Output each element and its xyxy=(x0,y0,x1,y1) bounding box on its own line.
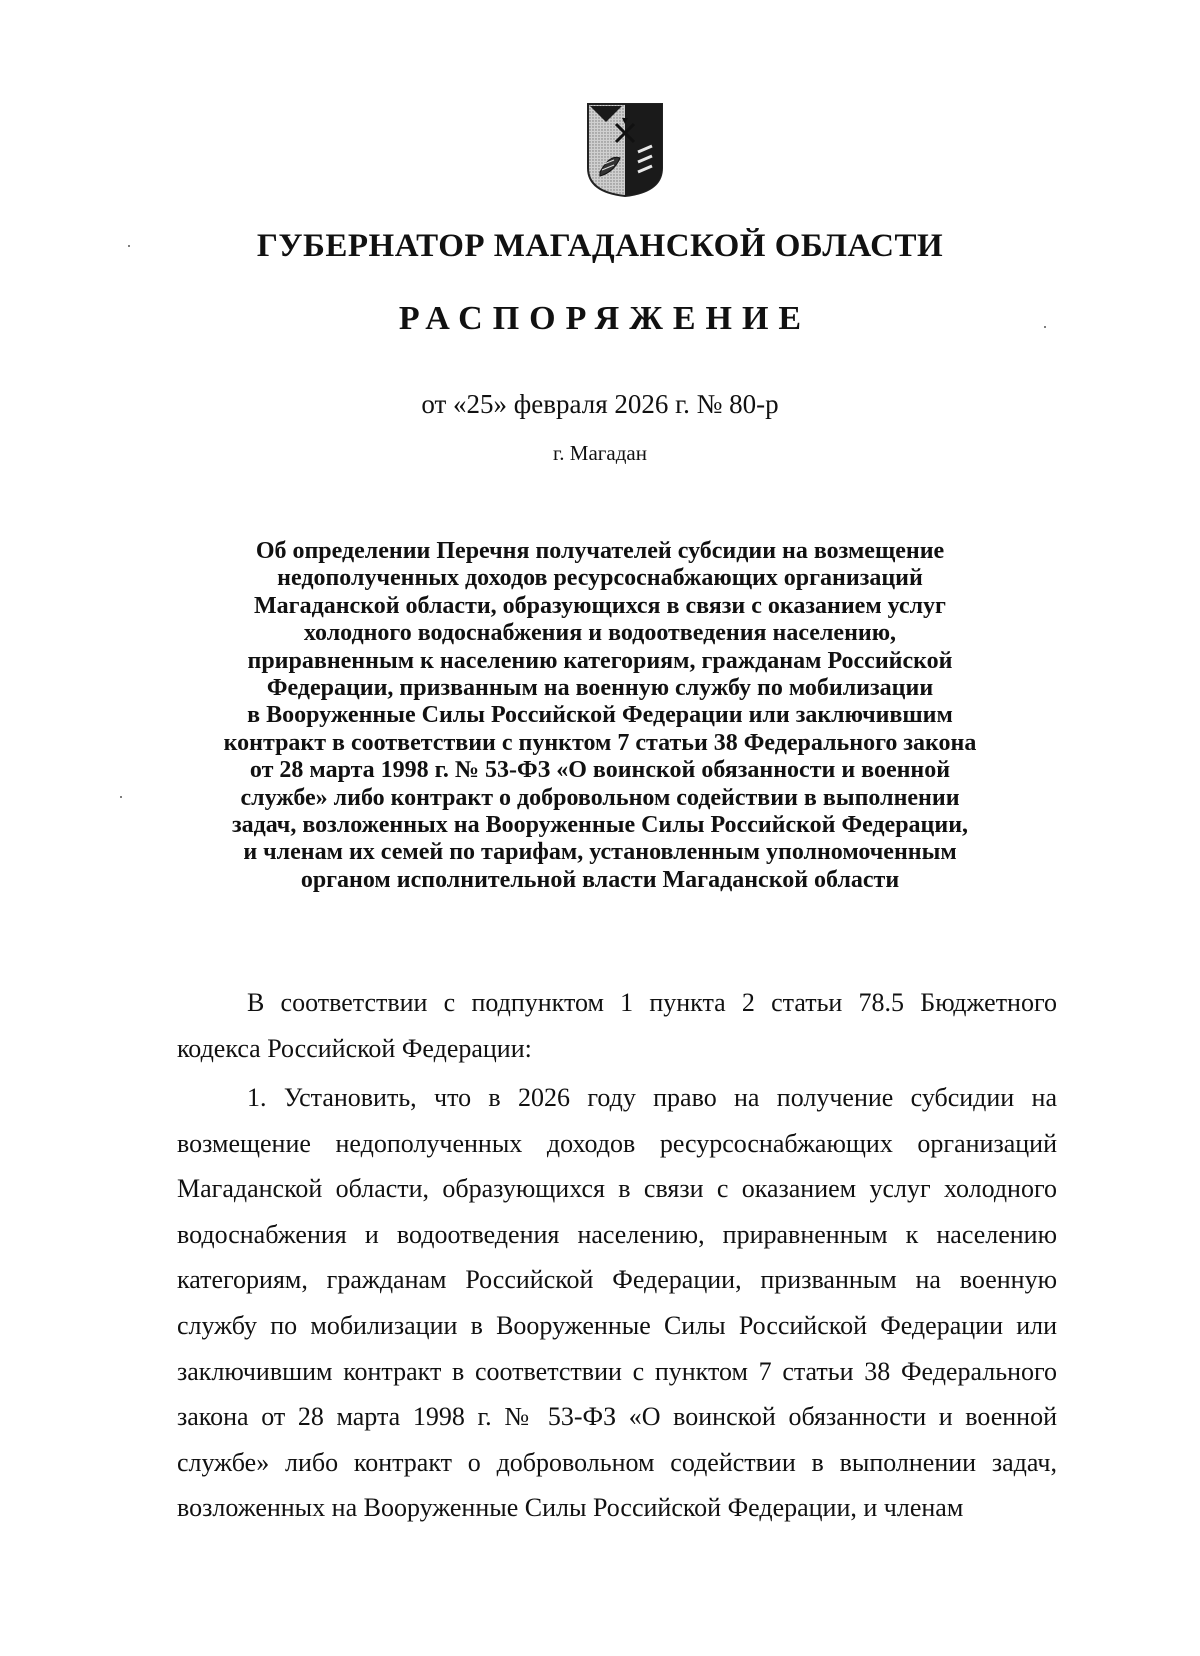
subject-line: и членам их семей по тарифам, установленным уполномоченным xyxy=(243,839,957,866)
subject-line: Об определении Перечня получателей субсидии на возмещение xyxy=(255,538,945,564)
coat-of-arms-icon xyxy=(586,102,664,198)
subject-line: холодного водоснабжения и водоотведения населению, xyxy=(303,620,897,647)
subject-line: службе» либо контракт о добровольном содействии в выполнении xyxy=(240,784,960,811)
subject-line: недополученных доходов ресурсоснабжающих организаций xyxy=(277,565,923,592)
subject-line: Магаданской области, образующихся в связи с оказанием услуг xyxy=(254,592,946,619)
document-date-number: от «25» февраля 2026 г. № 80-р xyxy=(421,389,779,419)
subject-line: в Вооруженные Силы Российской Федерации или заключившим xyxy=(247,702,953,729)
subject-line: Федерации, призванным на военную службу по мобилизации xyxy=(266,675,934,702)
issuing-authority: ГУБЕРНАТОР МАГАДАНСКОЙ ОБЛАСТИ xyxy=(256,228,944,264)
subject-line: контракт в соответствии с пунктом 7 статьи 38 Федерального закона xyxy=(223,729,977,756)
clause-1-paragraph: 1. Установить, что в 2026 году право на получение субсидии на возмещение недополученных доходов ресурсоснабжающих организаций Магаданской области, образующихся в связи с оказанием услуг холодного водоснабжения и водоотведения населению, приравненным к населению категориям, гражданам Российской Федерации, призванным на военную службу по мобилизации в Вооруженные Силы Российской Федерации или заключившим контракт в соответствии с пунктом 7 статьи 38 Федерального закона от 28 марта 1998 г. № 53-ФЗ «О воинской обязанности и военной службе» либо контракт о добровольном содействии в выполнении задач, возложенных на Вооруженные Силы Российской Федерации, и членам xyxy=(177,1083,1057,1523)
subject-line: органом исполнительной власти Магаданской области xyxy=(300,866,900,893)
subject-line: приравненным к населению категориям, гражданам Российской xyxy=(247,647,953,674)
document-type: РАСПОРЯЖЕНИЕ xyxy=(398,300,812,337)
document-subject xyxy=(175,538,1025,894)
subject-line: задач, возложенных на Вооруженные Силы Российской Федерации, xyxy=(231,812,969,839)
document-city: г. Магадан xyxy=(553,441,647,465)
preamble-paragraph: В соответствии с подпунктом 1 пункта 2 статьи 78.5 Бюджетного кодекса Российской Федерации: xyxy=(177,988,1057,1063)
subject-line: от 28 марта 1998 г. № 53-ФЗ «О воинской обязанности и военной xyxy=(249,757,951,784)
